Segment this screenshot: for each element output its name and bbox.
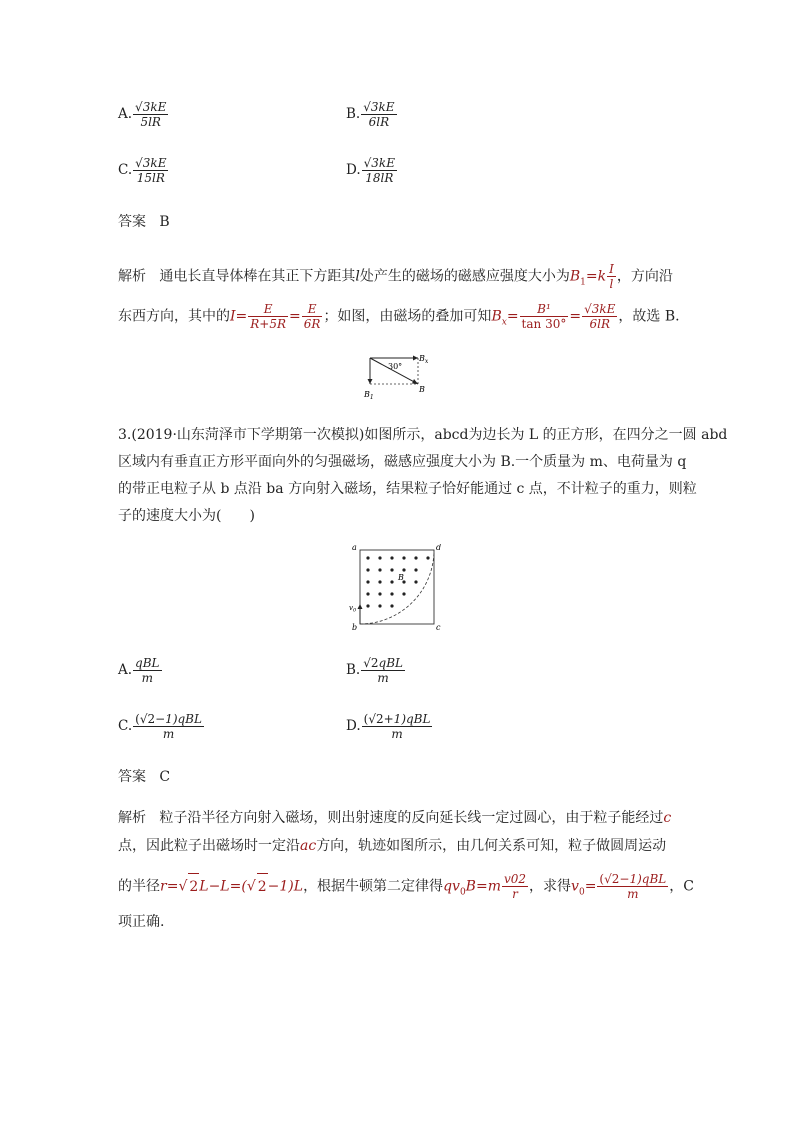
v0-arrow-head (358, 604, 363, 609)
analysis-var: l (355, 268, 360, 285)
fraction-denominator: m (627, 887, 639, 901)
analysis-sub: 0 (578, 887, 585, 898)
q2-analysis-line-1 (118, 262, 673, 294)
analysis-var: qv (443, 878, 460, 895)
b-label: B (419, 385, 425, 394)
q2-option-c: C. $\frac{√3kE}{15lR}$ (118, 156, 167, 185)
option-denominator: 18lR (365, 171, 394, 185)
option-label: B. (346, 662, 361, 678)
fraction-numerator: E (248, 302, 288, 317)
analysis-text: 处产生的磁场的磁感应强度大小为 (359, 268, 570, 285)
field-b-label: B (398, 573, 404, 582)
fraction-numerator: 3kE (591, 302, 616, 316)
fraction-denominator: R+5R (250, 317, 287, 331)
analysis-text: = (569, 308, 582, 325)
option-denominator: 5lR (140, 115, 161, 129)
option-denominator: 15lR (136, 171, 165, 185)
answer-label: 答案 (118, 769, 146, 785)
fraction-denominator: 6R (303, 317, 321, 331)
point-b-label: b (352, 623, 358, 632)
q3-option-c: C. $\frac{\text{(√2−1)qBL}}{m}$ (118, 712, 202, 741)
sqrt-value: 2 (188, 873, 199, 900)
analysis-var: I= (230, 308, 248, 325)
sqrt-value: 2 (370, 656, 379, 670)
q3-option-b: B. $\frac{\text{√2qBL}}{m}$ (346, 656, 403, 685)
analysis-text: 东西方向，其中的 (118, 308, 230, 325)
option-label: D. (346, 162, 361, 178)
analysis-text: 点，因此粒子出磁场时一定沿 (118, 838, 300, 854)
q3-stem-line-3: 的带正电粒子从 b 点沿 ba 方向射入磁场，结果粒子恰好能通过 c 点，不计粒子的重力，则粒 (118, 481, 697, 497)
analysis-text: ；如图，由磁场的叠加可知 (323, 308, 492, 325)
fraction-numerator: B¹ (520, 302, 569, 317)
option-label: B. (346, 106, 361, 122)
analysis-text: 通电长直导体棒在其正下方距其 (159, 268, 356, 285)
paren: ( (599, 872, 605, 886)
fraction-denominator: l (609, 277, 614, 291)
fraction-numerator: E (302, 302, 323, 317)
analysis-label: 解析 (118, 810, 146, 826)
analysis-var: L−L=( (199, 878, 247, 895)
option-numerator: 3kE (142, 156, 167, 170)
option-denominator: m (141, 671, 153, 685)
b1-label: $B_1$ (364, 390, 374, 401)
option-numerator: qBL (378, 656, 403, 670)
option-numerator: +1)qBL (383, 712, 431, 726)
analysis-sub: 0 (459, 887, 466, 898)
q3-analysis-line-4: 项正确. (118, 914, 165, 930)
analysis-text: = (506, 308, 519, 325)
analysis-sub: x (501, 317, 507, 328)
q3-option-a (118, 656, 163, 685)
option-denominator: 6lR (368, 115, 390, 129)
q3-analysis-line-2 (118, 836, 666, 856)
fraction-numerator: I (609, 262, 614, 276)
point-c-label: c (436, 623, 441, 632)
option-denominator: m (162, 727, 175, 741)
bx-label: $B_x$ (419, 354, 429, 365)
vector-b-arrow (412, 379, 418, 384)
analysis-text: ，C (669, 878, 694, 895)
option-label: A. (118, 662, 133, 678)
analysis-var: ac (300, 838, 317, 854)
analysis-text: ，求得 (529, 878, 572, 895)
sqrt-value: 2 (257, 873, 268, 900)
analysis-label: 解析 (118, 268, 146, 285)
q2-option-d: D. $\frac{√3kE}{18lR}$ (346, 156, 395, 185)
q3-answer (118, 767, 170, 787)
option-numerator: 3kE (370, 100, 395, 114)
q2-option-a: A. $\frac{√3kE}{5lR}$ (118, 100, 167, 129)
quarter-circle-arc (360, 550, 434, 624)
q2-analysis-line-2: 东西方向，其中的I= $\frac{E}{R+5R}$ = $\frac{E}{6R}$ ；如图，由磁场的叠加可知$B_x=$ $\frac{\text{B¹}}{\tan 30^\circ}$ = $\frac{√3kE}{6lR}$ ，故选 B. (118, 302, 680, 331)
fraction-denominator: r (512, 887, 518, 901)
analysis-text: = (289, 308, 301, 325)
analysis-text: ，根据牛顿第二定律得 (303, 878, 444, 895)
analysis-text: ，故选 B. (618, 308, 680, 325)
fraction-denominator: tan 30° (521, 317, 567, 331)
fraction-denominator: 6lR (589, 317, 610, 331)
square-abcd (360, 550, 434, 624)
vector-b1-arrow (368, 379, 373, 384)
fraction-numerator: v02 (503, 872, 527, 886)
v0-label: $v_0$ (349, 604, 357, 614)
q3-stem-line-2: 区域内有垂直正方形平面向外的匀强磁场，磁感应强度大小为 B.一个质量为 m、电荷量为 q (118, 454, 687, 470)
sqrt-value: 2 (611, 872, 620, 886)
analysis-sub: 1 (580, 277, 586, 288)
option-label: C. (118, 162, 133, 178)
q3-analysis-line-1 (118, 808, 671, 828)
option-numerator: −1)qBL (155, 712, 202, 726)
point-a-label: a (352, 544, 357, 552)
q3-stem-line-4: 子的速度大小为( ) (118, 508, 255, 524)
analysis-var: r= (160, 878, 179, 895)
option-denominator: m (377, 671, 389, 685)
analysis-text: ，方向沿 (616, 268, 673, 285)
q2-option-b: B. $\frac{√3kE}{6lR}$ (346, 100, 395, 129)
analysis-var: c (663, 810, 672, 826)
fraction-numerator: −1)qBL (619, 872, 667, 886)
angle-label: 30° (388, 362, 403, 371)
q2-answer (118, 212, 170, 232)
analysis-var: B (491, 308, 502, 325)
sqrt-value: 2 (375, 712, 384, 726)
analysis-text: = (584, 878, 597, 895)
q3-option-d: D. $\frac{\text{(√2+1)qBL}}{m}$ (346, 712, 431, 741)
paren: ( (363, 712, 369, 726)
analysis-var: v (571, 878, 579, 895)
analysis-text: 粒子沿半径方向射入磁场，则出射速度的反向延长线一定过圆心，由于粒子能经过 (159, 810, 664, 826)
option-numerator: 3kE (142, 100, 167, 114)
q3-stem-line-1: 3.(2019·山东菏泽市下学期第一次模拟)如图所示，abcd为边长为 L 的正方形，在四分之一圆 abd (118, 427, 728, 443)
answer-value: B (159, 214, 170, 230)
option-denominator: m (391, 727, 403, 741)
sqrt-value: 2 (147, 712, 156, 726)
option-label: A. (118, 106, 133, 122)
analysis-text: 方向，轨迹如图所示，由几何关系可知，粒子做圆周运动 (316, 838, 667, 854)
analysis-var: −1)L (267, 878, 304, 895)
answer-value: C (159, 769, 171, 785)
option-label: C. (118, 718, 133, 734)
point-d-label: d (436, 544, 442, 552)
option-label: D. (346, 718, 361, 734)
answer-label: 答案 (118, 214, 146, 230)
vector-bx-arrow (413, 356, 418, 361)
analysis-var: =k (585, 268, 607, 285)
paren: ( (135, 712, 140, 726)
vector-diagram (360, 352, 440, 402)
analysis-var: B=m (465, 878, 501, 895)
field-dots (366, 556, 429, 607)
q3-analysis-line-3: 的半径r=√ 2L−L=(√ 2−1)L，根据牛顿第二定律得$qv_0B=m$ $\frac{v02}{r}$ ，求得$v_0=$ $\frac{\text{(√2−1)qBL}}{m}$ ，C (118, 872, 694, 901)
option-numerator: qBL (135, 656, 160, 670)
analysis-text: 的半径 (118, 878, 160, 895)
option-numerator: 3kE (371, 156, 395, 170)
analysis-var: B (569, 268, 581, 285)
magnetic-field-diagram (348, 544, 448, 632)
